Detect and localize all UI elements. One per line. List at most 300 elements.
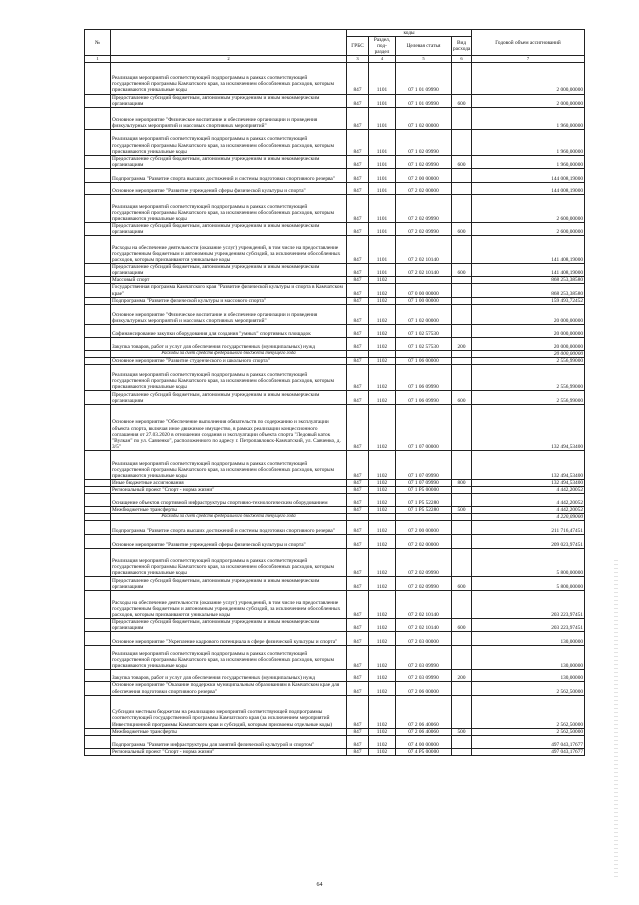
header-colnum: 3 — [347, 56, 369, 62]
cell-grbs: 847 — [347, 390, 369, 404]
table-row-subtotal — [85, 514, 585, 521]
table-row — [85, 619, 585, 632]
cell-sum: 868 253,38580 — [472, 284, 585, 297]
cell-csr: 07 1 02 09990 — [396, 129, 452, 155]
cell-sum: 211 716,47451 — [472, 521, 585, 535]
cell-razdel: 1102 — [369, 390, 396, 404]
cell-num — [85, 514, 111, 521]
cell-vr — [452, 236, 472, 264]
cell-num — [85, 646, 111, 670]
cell-sum: 2 556,99000 — [472, 364, 585, 390]
cell-csr: 07 1 02 57530 — [396, 324, 452, 337]
cell-vr — [452, 632, 472, 646]
cell-vr — [452, 364, 472, 390]
cell-csr: 07 1 07 09990 — [396, 479, 452, 486]
cell-grbs: 847 — [347, 632, 369, 646]
cell-razdel: 1102 — [369, 284, 396, 297]
table-row — [85, 507, 585, 514]
cell-num — [85, 450, 111, 479]
cell-vr — [452, 450, 472, 479]
cell-num — [85, 297, 111, 304]
cell-num — [85, 62, 111, 94]
cell-razdel: 1102 — [369, 277, 396, 284]
cell-sum: 497 043,17677 — [472, 735, 585, 748]
cell-num — [85, 507, 111, 514]
cell-num — [85, 168, 111, 182]
cell-csr — [396, 277, 452, 284]
cell-num — [85, 535, 111, 549]
header-razdel: Раздел, под-раздел — [369, 37, 396, 56]
table-row — [85, 222, 585, 235]
cell-grbs: 847 — [347, 646, 369, 670]
header-colnum: 1 — [85, 56, 111, 62]
cell-grbs: 847 — [347, 194, 369, 222]
table-row — [85, 632, 585, 646]
table-row — [85, 549, 585, 577]
cell-sum: 868 253,38580 — [472, 277, 585, 284]
cell-grbs: 847 — [347, 168, 369, 182]
cell-vr: 600 — [452, 577, 472, 591]
cell-name: Реализация мероприятий соответствующей подпрограммы в рамках соответствующей государственной программы Камчатского края, за исключением обособленных расходов, которым присваиваются уникальные коды — [111, 62, 347, 94]
cell-vr — [452, 357, 472, 364]
cell-csr: 07 1 07 09990 — [396, 450, 452, 479]
cell-razdel: 1102 — [369, 507, 396, 514]
cell-name: Подпрограмма "Развитие инфраструктуры для занятий физической культурой и спортом" — [111, 735, 347, 748]
cell-num — [85, 194, 111, 222]
cell-vr — [452, 591, 472, 619]
cell-csr: 07 1 00 00000 — [396, 297, 452, 304]
header-colnum: 6 — [452, 56, 472, 62]
cell-name: Государственная программа Камчатского края "Развитие физической культуры и спорта в Камчатском крае" — [111, 284, 347, 297]
page-number: 64 — [316, 882, 323, 888]
cell-sum: 159 493,72452 — [472, 297, 585, 304]
cell-vr — [452, 182, 472, 194]
cell-sum: 497 043,17677 — [472, 748, 585, 755]
cell-vr — [452, 277, 472, 284]
cell-razdel: 1102 — [369, 357, 396, 364]
table-row — [85, 390, 585, 404]
table-row — [85, 670, 585, 682]
cell-name: Иные бюджетные ассигнования — [111, 479, 347, 486]
cell-grbs: 847 — [347, 728, 369, 735]
cell-grbs: 847 — [347, 450, 369, 479]
cell-razdel: 1102 — [369, 682, 396, 695]
table-row — [85, 277, 585, 284]
cell-razdel: 1101 — [369, 62, 396, 94]
cell-csr — [396, 514, 452, 521]
cell-sum: 2 600,00000 — [472, 194, 585, 222]
cell-num — [85, 337, 111, 350]
cell-csr: 07 1 07 00000 — [396, 404, 452, 450]
cell-vr: 600 — [452, 264, 472, 277]
cell-sum: 20 000,00000 — [472, 337, 585, 350]
cell-razdel: 1102 — [369, 486, 396, 493]
cell-grbs: 847 — [347, 494, 369, 507]
cell-razdel: 1101 — [369, 264, 396, 277]
cell-vr: 800 — [452, 479, 472, 486]
cell-name: Основное мероприятие "Обеспечение выполнения обязательств по содержанию и эксплуатации объекта спорта, включая иное движимое имущество, в рамках реализации концессионного соглашения от 27.03.2020 в отношении создания и эксплуатации объекта спорта "Ледовый каток "Вулкан" по ул. Савченко", расположенного по адресу г. Петропавловск-Камчатский, ул. Савченко, д. 3/5" — [111, 404, 347, 450]
cell-csr: 07 2 02 10140 — [396, 236, 452, 264]
cell-name: Предоставление субсидий бюджетным, автономным учреждениям и иным некоммерческим организациям — [111, 619, 347, 632]
cell-vr — [452, 535, 472, 549]
cell-num — [85, 350, 111, 357]
table-row — [85, 748, 585, 755]
cell-sum: 132 494,53400 — [472, 450, 585, 479]
cell-csr: 07 1 01 09990 — [396, 94, 452, 107]
cell-grbs: 847 — [347, 549, 369, 577]
cell-name: Расходы за счет средств федерального бюджета текущего года — [111, 350, 347, 357]
cell-name: Подпрограмма "Развитие спорта высших достижений и системы подготовки спортивного резерва" — [111, 521, 347, 535]
table-row — [85, 62, 585, 94]
cell-razdel: 1101 — [369, 168, 396, 182]
cell-grbs: 847 — [347, 324, 369, 337]
cell-vr: 600 — [452, 94, 472, 107]
cell-vr — [452, 404, 472, 450]
cell-razdel: 1102 — [369, 535, 396, 549]
table-row — [85, 364, 585, 390]
cell-grbs: 847 — [347, 264, 369, 277]
cell-csr: 07 2 02 10140 — [396, 591, 452, 619]
cell-razdel: 1102 — [369, 297, 396, 304]
cell-grbs: 847 — [347, 591, 369, 619]
cell-sum: 130,00000 — [472, 670, 585, 682]
cell-vr — [452, 62, 472, 94]
table-row — [85, 521, 585, 535]
cell-csr: 07 0 00 00000 — [396, 284, 452, 297]
cell-name: Реализация мероприятий соответствующей подпрограммы в рамках соответствующей государственной программы Камчатского края, за исключением обособленных расходов, которым присваиваются уникальные коды — [111, 194, 347, 222]
cell-sum: 141 408,19000 — [472, 264, 585, 277]
cell-razdel: 1102 — [369, 577, 396, 591]
cell-name: Основное мероприятие "Развитие учреждений сферы физической культуры и спорта" — [111, 535, 347, 549]
cell-num — [85, 284, 111, 297]
cell-csr: 07 4 P5 00000 — [396, 748, 452, 755]
table-row — [85, 535, 585, 549]
cell-name: Основное мероприятие "Укрепление кадрового потенциала в сфере физической культуры и спорта" — [111, 632, 347, 646]
cell-vr — [452, 494, 472, 507]
cell-csr: 07 1 02 00000 — [396, 304, 452, 324]
cell-name: Закупка товаров, работ и услуг для обеспечения государственных (муниципальных) нужд — [111, 337, 347, 350]
cell-grbs: 847 — [347, 129, 369, 155]
cell-grbs: 847 — [347, 670, 369, 682]
table-row — [85, 236, 585, 264]
cell-num — [85, 549, 111, 577]
cell-sum: 5 800,00000 — [472, 577, 585, 591]
table-row — [85, 695, 585, 728]
cell-name: Реализация мероприятий соответствующей подпрограммы в рамках соответствующей государственной программы Камчатского края, за исключением обособленных расходов, которым присваиваются уникальные коды — [111, 450, 347, 479]
cell-csr: 07 2 02 00000 — [396, 182, 452, 194]
cell-num — [85, 748, 111, 755]
cell-vr: 600 — [452, 390, 472, 404]
cell-vr — [452, 297, 472, 304]
cell-csr: 07 2 06 40060 — [396, 695, 452, 728]
cell-csr: 07 1 06 09990 — [396, 364, 452, 390]
header-colnum: 7 — [472, 56, 585, 62]
cell-razdel: 1102 — [369, 479, 396, 486]
cell-grbs: 847 — [347, 182, 369, 194]
cell-csr: 07 1 06 00000 — [396, 357, 452, 364]
cell-sum: 2 562,50000 — [472, 695, 585, 728]
cell-vr — [452, 304, 472, 324]
table-row — [85, 404, 585, 450]
cell-grbs: 847 — [347, 222, 369, 235]
cell-vr — [452, 682, 472, 695]
margin-watermark — [614, 560, 618, 880]
cell-csr: 07 2 06 00000 — [396, 682, 452, 695]
cell-razdel: 1102 — [369, 404, 396, 450]
cell-razdel: 1102 — [369, 591, 396, 619]
cell-num — [85, 107, 111, 129]
table-row — [85, 479, 585, 486]
table-row — [85, 284, 585, 297]
cell-vr — [452, 646, 472, 670]
cell-razdel — [369, 350, 396, 357]
cell-csr: 07 1 06 09990 — [396, 390, 452, 404]
header-colnum: 4 — [369, 56, 396, 62]
table-row — [85, 324, 585, 337]
cell-razdel: 1102 — [369, 670, 396, 682]
cell-name: Софинансирование закупки оборудования для создания "умных" спортивных площадок — [111, 324, 347, 337]
cell-num — [85, 357, 111, 364]
cell-razdel: 1102 — [369, 450, 396, 479]
table-row — [85, 129, 585, 155]
cell-razdel: 1101 — [369, 107, 396, 129]
cell-grbs: 847 — [347, 404, 369, 450]
cell-name: Подпрограмма "Развитие физической культуры и массового спорта" — [111, 297, 347, 304]
cell-num — [85, 236, 111, 264]
header-colnum: 5 — [396, 56, 452, 62]
cell-num — [85, 277, 111, 284]
cell-sum: 2 556,99000 — [472, 390, 585, 404]
cell-grbs: 847 — [347, 479, 369, 486]
cell-name: Предоставление субсидий бюджетным, автономным учреждениям и иным некоммерческим организациям — [111, 390, 347, 404]
header-grbs: ГРБС — [347, 37, 369, 56]
cell-num — [85, 735, 111, 748]
cell-sum: 130,00000 — [472, 646, 585, 670]
header-num: № — [85, 30, 111, 56]
cell-name: Массовый спорт — [111, 277, 347, 284]
cell-vr: 600 — [452, 619, 472, 632]
cell-razdel: 1102 — [369, 748, 396, 755]
cell-vr — [452, 695, 472, 728]
cell-grbs: 847 — [347, 94, 369, 107]
cell-vr: 600 — [452, 222, 472, 235]
cell-csr: 07 1 02 00000 — [396, 107, 452, 129]
cell-vr — [452, 324, 472, 337]
cell-sum: 5 800,00000 — [472, 549, 585, 577]
cell-vr — [452, 129, 472, 155]
cell-name: Реализация мероприятий соответствующей подпрограммы в рамках соответствующей государственной программы Камчатского края, за исключением обособленных расходов, которым присваиваются уникальные коды — [111, 549, 347, 577]
cell-csr: 07 2 02 10140 — [396, 264, 452, 277]
cell-name: Реализация мероприятий соответствующей подпрограммы в рамках соответствующей государственной программы Камчатского края, за исключением обособленных расходов, которым присваиваются уникальные коды — [111, 364, 347, 390]
cell-grbs: 847 — [347, 682, 369, 695]
cell-name: Оснащение объектов спортивной инфраструктуры спортивно-технологическим оборудованием — [111, 494, 347, 507]
cell-num — [85, 324, 111, 337]
cell-grbs: 847 — [347, 521, 369, 535]
cell-razdel: 1102 — [369, 619, 396, 632]
cell-name: Реализация мероприятий соответствующей подпрограммы в рамках соответствующей государственной программы Камчатского края, за исключением обособленных расходов, которым присваиваются уникальные коды — [111, 646, 347, 670]
cell-razdel: 1102 — [369, 337, 396, 350]
cell-razdel: 1102 — [369, 632, 396, 646]
cell-grbs: 847 — [347, 284, 369, 297]
cell-razdel: 1101 — [369, 222, 396, 235]
table-row — [85, 357, 585, 364]
cell-vr — [452, 284, 472, 297]
cell-vr: 500 — [452, 507, 472, 514]
cell-razdel: 1102 — [369, 728, 396, 735]
cell-name: Расходы за счет средств федерального бюджета текущего года — [111, 514, 347, 521]
cell-razdel: 1101 — [369, 155, 396, 168]
cell-razdel: 1101 — [369, 236, 396, 264]
header-colnum: 2 — [111, 56, 347, 62]
cell-csr — [396, 350, 452, 357]
table-body — [85, 62, 585, 755]
cell-grbs — [347, 350, 369, 357]
cell-razdel: 1102 — [369, 549, 396, 577]
cell-sum: 1 960,00000 — [472, 155, 585, 168]
cell-grbs: 847 — [347, 535, 369, 549]
cell-grbs: 847 — [347, 107, 369, 129]
cell-sum: 141 408,19000 — [472, 236, 585, 264]
cell-name: Субсидии местным бюджетам на реализацию мероприятий соответствующей подпрограммы соответствующей государственной программы Камчатского края (за исключением мероприятий Инвестиционной программы Камчатского края и субсидий, которым присвоены отдельные коды) — [111, 695, 347, 728]
cell-name: Подпрограмма "Развитие спорта высших достижений и системы подготовки спортивного резерва" — [111, 168, 347, 182]
cell-razdel: 1101 — [369, 94, 396, 107]
table-row — [85, 735, 585, 748]
cell-name: Региональный проект "Спорт - норма жизни" — [111, 486, 347, 493]
cell-csr: 07 1 P5 00000 — [396, 486, 452, 493]
table-header — [85, 30, 585, 63]
cell-razdel: 1102 — [369, 494, 396, 507]
cell-vr — [452, 521, 472, 535]
cell-sum: 4 442,20052 — [472, 486, 585, 493]
cell-sum: 2 000,00000 — [472, 62, 585, 94]
cell-sum: 203 223,97451 — [472, 619, 585, 632]
cell-num — [85, 494, 111, 507]
cell-grbs: 847 — [347, 364, 369, 390]
cell-num — [85, 479, 111, 486]
cell-csr: 07 2 02 09990 — [396, 194, 452, 222]
cell-num — [85, 404, 111, 450]
cell-name: Основное мероприятие "Развитие студенческого и школьного спорта" — [111, 357, 347, 364]
cell-razdel: 1102 — [369, 304, 396, 324]
table-row — [85, 194, 585, 222]
cell-csr: 07 1 02 57530 — [396, 337, 452, 350]
cell-grbs: 847 — [347, 277, 369, 284]
cell-sum: 2 562,50000 — [472, 682, 585, 695]
cell-sum: 130,00000 — [472, 632, 585, 646]
cell-razdel: 1102 — [369, 695, 396, 728]
cell-num — [85, 129, 111, 155]
cell-grbs: 847 — [347, 577, 369, 591]
cell-grbs: 847 — [347, 507, 369, 514]
cell-num — [85, 390, 111, 404]
cell-sum: 2 600,00000 — [472, 222, 585, 235]
table-row — [85, 591, 585, 619]
cell-vr: 200 — [452, 337, 472, 350]
cell-vr — [452, 514, 472, 521]
table-row — [85, 304, 585, 324]
cell-name: Основное мероприятие "Физическое воспитание и обеспечение организации и проведения физкультурных мероприятий и массовых спортивных мероприятий" — [111, 107, 347, 129]
cell-num — [85, 364, 111, 390]
cell-sum: 1 960,00000 — [472, 107, 585, 129]
cell-razdel: 1102 — [369, 364, 396, 390]
cell-csr: 07 2 02 00000 — [396, 535, 452, 549]
cell-csr: 07 2 03 09990 — [396, 646, 452, 670]
cell-csr: 07 2 02 09990 — [396, 222, 452, 235]
cell-name: Расходы на обеспечение деятельности (оказание услуг) учреждений, в том числе на предоставление государственным бюджетным и автономным учреждениям субсидий, за исключением обособленных расходов, которым присваиваются уникальные коды — [111, 591, 347, 619]
table-row-subtotal — [85, 350, 585, 357]
cell-num — [85, 264, 111, 277]
header-codes: коды — [347, 30, 472, 37]
cell-vr — [452, 194, 472, 222]
cell-razdel: 1101 — [369, 182, 396, 194]
cell-name: Региональный проект "Спорт - норма жизни" — [111, 748, 347, 755]
cell-vr — [452, 549, 472, 577]
cell-csr: 07 1 02 09990 — [396, 155, 452, 168]
cell-grbs: 847 — [347, 486, 369, 493]
cell-grbs: 847 — [347, 748, 369, 755]
cell-sum: 20 000,00000 — [472, 350, 585, 357]
cell-grbs: 847 — [347, 155, 369, 168]
cell-vr — [452, 107, 472, 129]
budget-table — [84, 29, 585, 756]
cell-razdel: 1101 — [369, 194, 396, 222]
table-row — [85, 337, 585, 350]
table-row — [85, 450, 585, 479]
cell-num — [85, 591, 111, 619]
cell-name: Предоставление субсидий бюджетным, автономным учреждениям и иным некоммерческим организациям — [111, 577, 347, 591]
cell-grbs: 847 — [347, 304, 369, 324]
cell-razdel: 1102 — [369, 735, 396, 748]
cell-sum: 132 494,53400 — [472, 404, 585, 450]
cell-vr — [452, 168, 472, 182]
cell-sum: 4 442,20052 — [472, 494, 585, 507]
cell-razdel: 1102 — [369, 521, 396, 535]
cell-grbs: 847 — [347, 735, 369, 748]
cell-grbs: 847 — [347, 357, 369, 364]
cell-csr: 07 2 02 09990 — [396, 577, 452, 591]
table-row — [85, 486, 585, 493]
cell-sum: 2 556,99000 — [472, 357, 585, 364]
cell-sum: 2 562,50000 — [472, 728, 585, 735]
cell-name: Межбюджетные трансферты — [111, 507, 347, 514]
cell-razdel: 1101 — [369, 129, 396, 155]
table-row — [85, 155, 585, 168]
cell-vr: 500 — [452, 728, 472, 735]
cell-sum: 209 023,97451 — [472, 535, 585, 549]
cell-razdel: 1102 — [369, 646, 396, 670]
table-row — [85, 728, 585, 735]
cell-num — [85, 670, 111, 682]
cell-vr — [452, 486, 472, 493]
cell-name: Закупка товаров, работ и услуг для обеспечения государственных (муниципальных) нужд — [111, 670, 347, 682]
cell-vr — [452, 735, 472, 748]
table-row — [85, 182, 585, 194]
table-row — [85, 168, 585, 182]
cell-vr — [452, 748, 472, 755]
cell-sum: 144 008,19000 — [472, 168, 585, 182]
cell-name: Основное мероприятие "Оказание поддержки муниципальным образованиям в Камчатском крае для обеспечения подготовки спортивного резерва" — [111, 682, 347, 695]
cell-sum: 144 008,19000 — [472, 182, 585, 194]
cell-sum: 4 220,09000 — [472, 514, 585, 521]
cell-name: Реализация мероприятий соответствующей подпрограммы в рамках соответствующей государственной программы Камчатского края, за исключением обособленных расходов, которым присваиваются уникальные коды — [111, 129, 347, 155]
cell-num — [85, 304, 111, 324]
cell-name: Основное мероприятие "Физическое воспитание и обеспечение организации и проведения физкультурных мероприятий и массовых спортивных мероприятий" — [111, 304, 347, 324]
header-name-blank — [111, 30, 347, 56]
cell-razdel — [369, 514, 396, 521]
table-row — [85, 577, 585, 591]
cell-num — [85, 486, 111, 493]
cell-sum: 203 223,97451 — [472, 591, 585, 619]
